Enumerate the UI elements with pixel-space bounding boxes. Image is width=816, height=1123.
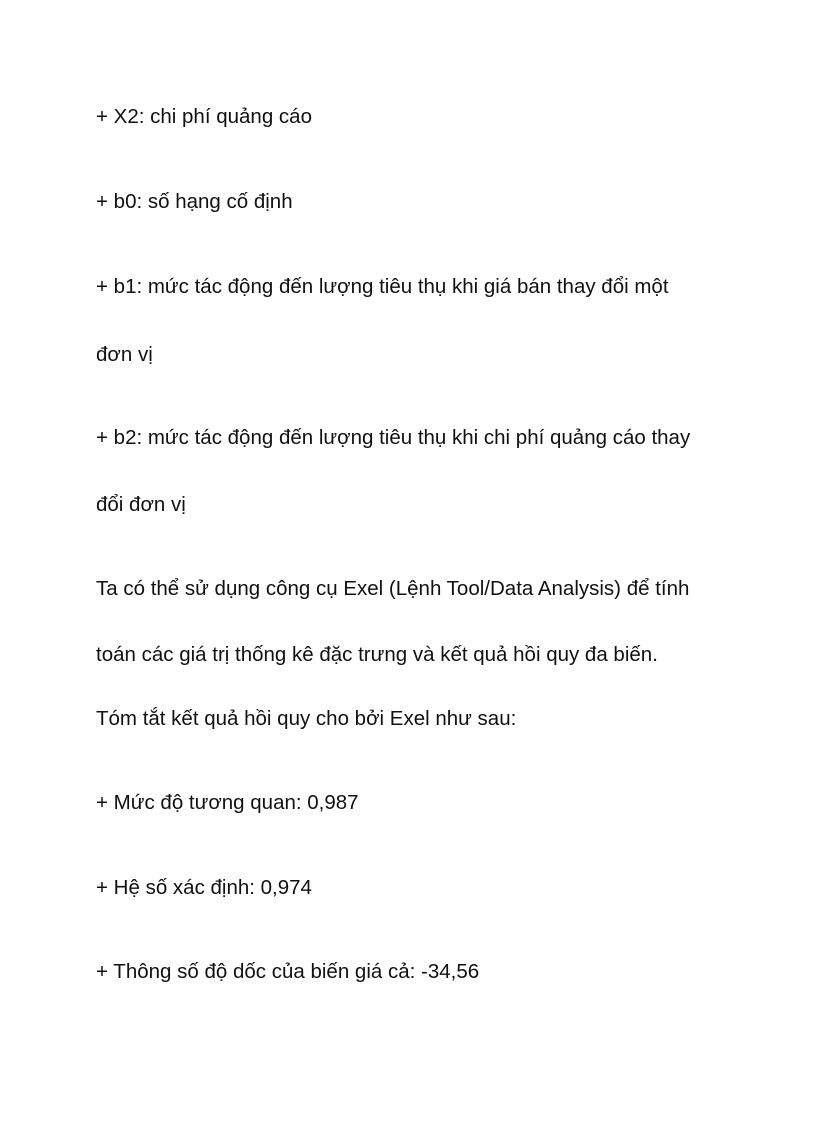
definition-b0: + b0: số hạng cố định (96, 190, 293, 213)
definition-b1: + b1: mức tác động đến lượng tiêu thụ khi giá bán thay đổi một (96, 275, 669, 298)
result-price-slope: + Thông số độ dốc của biến giá cả: -34,56 (96, 960, 480, 983)
summary-heading: Tóm tắt kết quả hồi quy cho bởi Exel như sau: (96, 707, 517, 730)
definition-b2: + b2: mức tác động đến lượng tiêu thụ khi chi phí quảng cáo thay (96, 426, 691, 449)
definition-b2-continued: đổi đơn vị (96, 493, 186, 516)
result-correlation: + Mức độ tương quan: 0,987 (96, 791, 359, 814)
paragraph-excel-tool-continued: toán các giá trị thống kê đặc trưng và kết quả hồi quy đa biến. (96, 643, 658, 666)
definition-x2: + X2: chi phí quảng cáo (96, 105, 312, 128)
result-determination-coefficient: + Hệ số xác định: 0,974 (96, 876, 312, 899)
paragraph-excel-tool: Ta có thể sử dụng công cụ Exel (Lệnh Tool/Data Analysis) để tính (96, 577, 690, 600)
definition-b1-continued: đơn vị (96, 343, 153, 366)
